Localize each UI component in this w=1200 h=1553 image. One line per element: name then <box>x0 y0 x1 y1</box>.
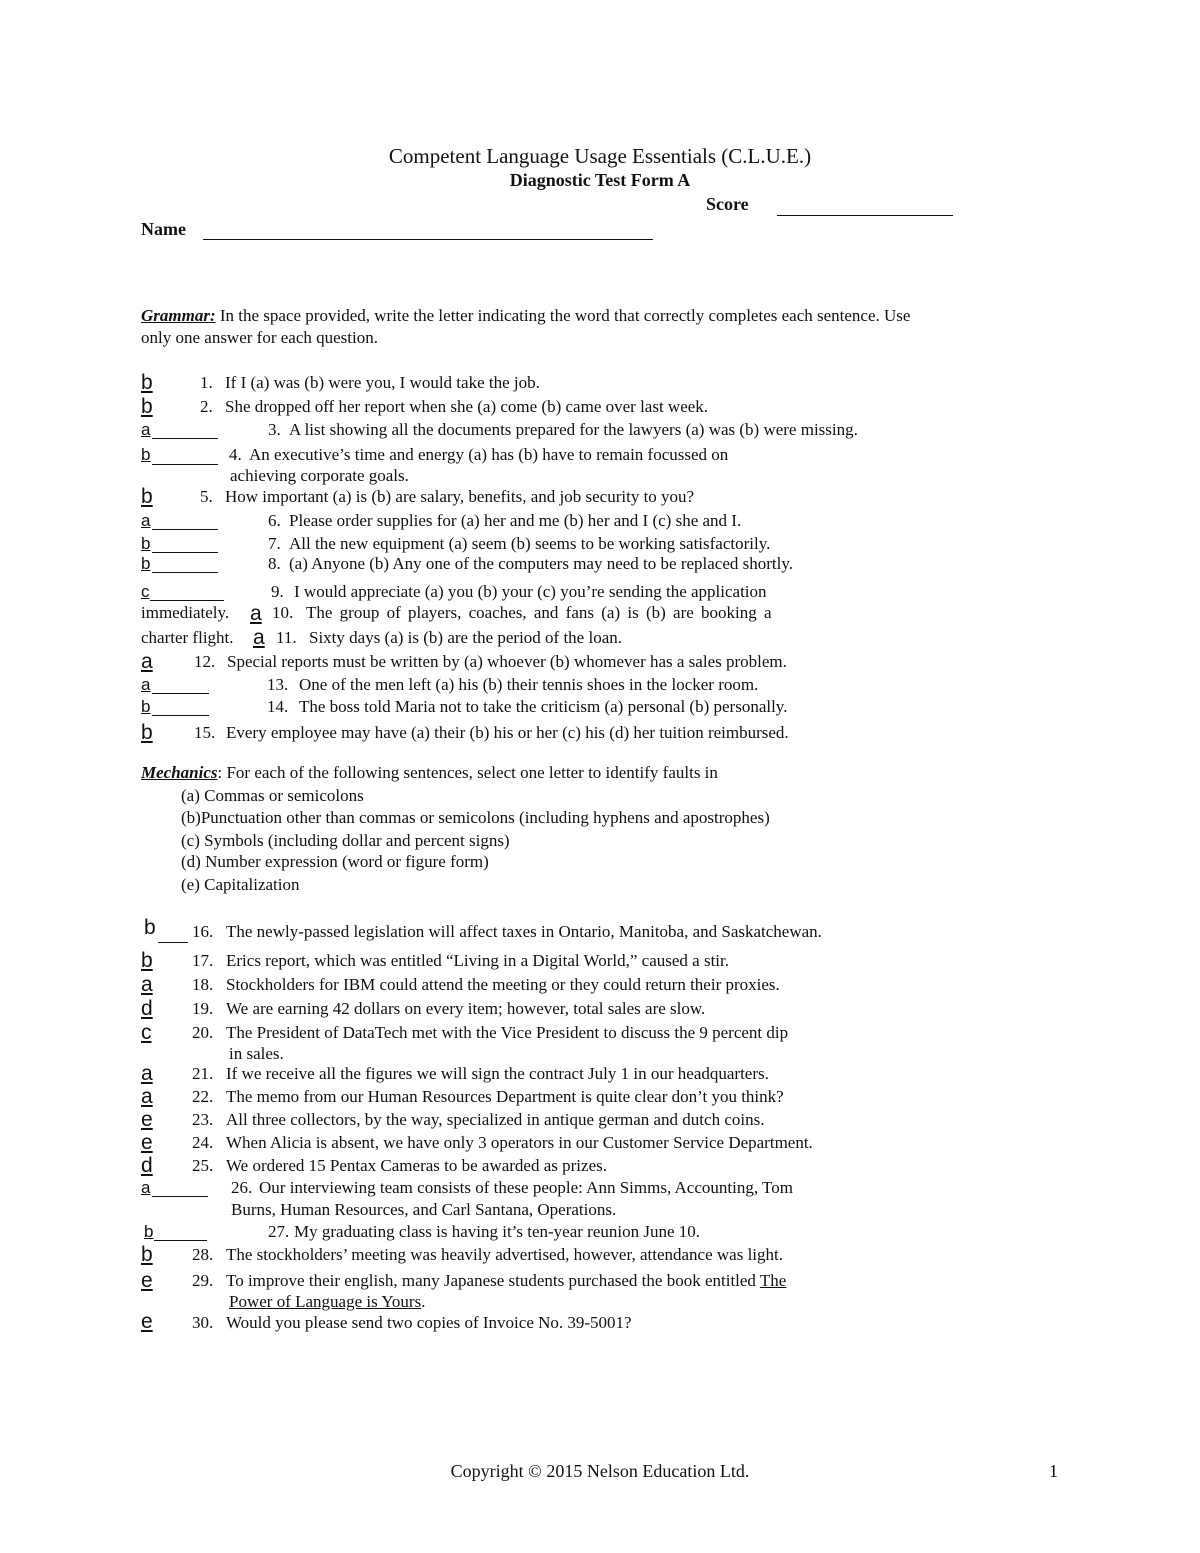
question-8 <box>0 554 1200 576</box>
question-text: A list showing all the documents prepared for the lawyers (a) was (b) were missing. <box>289 420 858 439</box>
question-9 <box>0 582 1200 604</box>
grammar-instructions-text: In the space provided, write the letter indicating the word that correctly completes each sentence. Use <box>219 306 911 325</box>
question-5 <box>0 485 1200 509</box>
question-number: 24. <box>192 1133 214 1152</box>
answer-1[interactable]: b <box>141 371 153 394</box>
answer-16[interactable]: b <box>144 916 156 939</box>
question-text: The President of DataTech met with the Vice President to discuss the 9 percent dip <box>226 1023 789 1042</box>
mechanics-heading: Mechanics <box>141 763 218 782</box>
answer-23[interactable]: e <box>141 1108 153 1131</box>
score-label: Score <box>706 194 749 214</box>
mechanics-option-a: (a) Commas or semicolons <box>181 786 364 805</box>
question-text: The boss told Maria not to take the criticism (a) personal (b) personally. <box>299 697 788 716</box>
book-title-part-1: The <box>759 1271 787 1290</box>
question-text: My graduating class is having it’s ten-year reunion June 10. <box>294 1222 701 1241</box>
question-number: 22. <box>192 1087 214 1106</box>
copyright-footer: Copyright © 2015 Nelson Education Ltd. <box>450 1461 750 1481</box>
question-text: We ordered 15 Pentax Cameras to be awarded as prizes. <box>226 1156 607 1175</box>
answer-9[interactable]: c <box>141 582 150 601</box>
question-text: If we receive all the figures we will sign the contract July 1 in our headquarters. <box>226 1064 769 1083</box>
question-number: 17. <box>192 951 214 970</box>
answer-blank <box>152 464 218 465</box>
question-text: The newly-passed legislation will affect taxes in Ontario, Manitoba, and Saskatchewan. <box>226 922 822 941</box>
answer-blank <box>158 942 188 943</box>
question-text: If I (a) was (b) were you, I would take the job. <box>225 373 540 392</box>
page-number: 1 <box>1049 1461 1058 1481</box>
question-number: 30. <box>192 1313 214 1332</box>
answer-blank <box>150 600 224 601</box>
question-number: 16. <box>192 922 214 941</box>
answer-blank <box>154 1240 207 1241</box>
answer-4[interactable]: b <box>141 445 151 464</box>
answer-6[interactable]: a <box>141 511 151 530</box>
question-number: 8. <box>268 554 281 573</box>
question-13 <box>0 675 1200 697</box>
question-number: 13. <box>267 675 289 694</box>
question-number: 20. <box>192 1023 214 1042</box>
answer-7[interactable]: b <box>141 534 151 553</box>
question-16 <box>0 916 1200 944</box>
answer-blank <box>152 552 218 553</box>
question-24 <box>0 1131 1200 1155</box>
question-text: Erics report, which was entitled “Living in a Digital World,” caused a stir. <box>226 951 729 970</box>
question-text-continued: Burns, Human Resources, and Carl Santana, Operations. <box>231 1200 617 1219</box>
question-text-main: To improve their english, many Japanese students purchased the book entitled <box>226 1271 756 1290</box>
question-number: 23. <box>192 1110 214 1129</box>
question-29 <box>0 1269 1200 1313</box>
question-text: Special reports must be written by (a) whoever (b) whomever has a sales problem. <box>227 652 787 671</box>
question-7 <box>0 534 1200 556</box>
answer-11[interactable]: a <box>253 626 265 649</box>
answer-12[interactable]: a <box>141 650 153 673</box>
question-26 <box>0 1178 1200 1222</box>
grammar-heading: Grammar: <box>141 306 216 325</box>
question-number: 7. <box>268 534 281 553</box>
question-6 <box>0 511 1200 533</box>
question-2 <box>0 395 1200 419</box>
answer-27[interactable]: b <box>144 1222 154 1241</box>
question-text: All three collectors, by the way, specialized in antique german and dutch coins. <box>226 1110 765 1129</box>
question-10 <box>0 602 1200 626</box>
question-text: Every employee may have (a) their (b) his or her (c) his (d) her tuition reimbursed. <box>226 723 789 742</box>
question-11 <box>0 626 1200 650</box>
answer-blank <box>152 1196 208 1197</box>
question-23 <box>0 1108 1200 1132</box>
mechanics-option-c: (c) Symbols (including dollar and percent signs) <box>181 831 510 850</box>
question-17 <box>0 949 1200 973</box>
question-text-continued: in sales. <box>229 1044 284 1063</box>
question-text: Stockholders for IBM could attend the meeting or they could return their proxies. <box>226 975 780 994</box>
question-19 <box>0 997 1200 1021</box>
question-number: 1. <box>200 373 213 392</box>
question-text: An executive’s time and energy (a) has (b) have to remain focussed on <box>249 445 729 464</box>
question-text: The group of players, coaches, and fans (a) is (b) are booking a <box>306 603 772 622</box>
answer-22[interactable]: a <box>141 1085 153 1108</box>
question-text-continued <box>229 1292 425 1312</box>
question-number: 21. <box>192 1064 214 1083</box>
question-14 <box>0 697 1200 719</box>
document-subtitle: Diagnostic Test Form A <box>509 170 691 190</box>
question-22 <box>0 1085 1200 1109</box>
answer-blank <box>152 572 218 573</box>
question-number: 5. <box>200 487 213 506</box>
question-number: 26. <box>231 1178 253 1197</box>
answer-3[interactable]: a <box>141 420 151 439</box>
mechanics-option-b: (b)Punctuation other than commas or semicolons (including hyphens and apostrophes) <box>181 808 770 827</box>
mechanics-instructions-text: : For each of the following sentences, select one letter to identify faults in <box>217 763 718 782</box>
question-number: 27. <box>268 1222 290 1241</box>
question-number: 3. <box>268 420 281 439</box>
question-number: 25. <box>192 1156 214 1175</box>
question-number: 15. <box>194 723 216 742</box>
question-text: When Alicia is absent, we have only 3 operators in our Customer Service Department. <box>226 1133 813 1152</box>
question-text: (a) Anyone (b) Any one of the computers may need to be replaced shortly. <box>289 554 794 573</box>
question-text: How important (a) is (b) are salary, benefits, and job security to you? <box>225 487 695 506</box>
mechanics-instructions <box>141 763 718 783</box>
answer-blank <box>152 693 209 694</box>
question-text: Please order supplies for (a) her and me (b) her and I (c) she and I. <box>289 511 742 530</box>
grammar-instructions-line-2: only one answer for each question. <box>141 328 378 347</box>
question-text-continued: achieving corporate goals. <box>230 466 409 485</box>
name-label: Name <box>141 219 186 239</box>
question-21 <box>0 1062 1200 1086</box>
question-9-continued: immediately. <box>141 603 230 622</box>
question-text: She dropped off her report when she (a) come (b) came over last week. <box>225 397 709 416</box>
question-number: 2. <box>200 397 213 416</box>
answer-5[interactable]: b <box>141 485 153 508</box>
score-blank[interactable] <box>777 215 953 216</box>
question-number: 28. <box>192 1245 214 1264</box>
question-15 <box>0 721 1200 745</box>
question-30 <box>0 1310 1200 1334</box>
question-text: The stockholders’ meeting was heavily advertised, however, attendance was light. <box>226 1245 783 1264</box>
answer-15[interactable]: b <box>141 721 153 744</box>
question-number: 18. <box>192 975 214 994</box>
answer-24[interactable]: e <box>141 1131 153 1154</box>
question-number: 9. <box>271 582 284 601</box>
question-text: I would appreciate (a) you (b) your (c) you’re sending the application <box>294 582 767 601</box>
question-1 <box>0 371 1200 395</box>
answer-14[interactable]: b <box>141 697 151 716</box>
book-title-part-2: Power of Language is Yours <box>229 1292 422 1311</box>
answer-17[interactable]: b <box>141 949 153 972</box>
answer-blank <box>152 529 218 530</box>
grammar-instructions-line-1 <box>141 306 910 326</box>
answer-30[interactable]: e <box>141 1310 153 1333</box>
answer-19[interactable]: d <box>141 997 153 1020</box>
question-text: Sixty days (a) is (b) are the period of the loan. <box>309 628 622 647</box>
question-10-continued: charter flight. <box>141 628 234 647</box>
question-number: 14. <box>267 697 289 716</box>
answer-10[interactable]: a <box>250 602 262 625</box>
name-blank[interactable] <box>203 239 653 240</box>
answer-29[interactable]: e <box>141 1269 153 1292</box>
mechanics-option-d: (d) Number expression (word or figure form) <box>181 852 489 871</box>
question-text: Our interviewing team consists of these people: Ann Simms, Accounting, Tom <box>259 1178 793 1197</box>
question-number: 29. <box>192 1271 214 1290</box>
question-text: Would you please send two copies of Invoice No. 39-5001? <box>226 1313 632 1332</box>
question-18 <box>0 973 1200 997</box>
question-27 <box>0 1222 1200 1244</box>
question-text: The memo from our Human Resources Department is quite clear don’t you think? <box>226 1087 784 1106</box>
question-12 <box>0 650 1200 674</box>
question-number: 10. <box>272 603 294 622</box>
answer-26[interactable]: a <box>141 1178 151 1197</box>
question-text: One of the men left (a) his (b) their tennis shoes in the locker room. <box>299 675 759 694</box>
question-number: 19. <box>192 999 214 1018</box>
question-text: We are earning 42 dollars on every item; however, total sales are slow. <box>226 999 706 1018</box>
document-title: Competent Language Usage Essentials (C.L.U.E.) <box>388 144 812 168</box>
question-25 <box>0 1154 1200 1178</box>
question-text: All the new equipment (a) seem (b) seems to be working satisfactorily. <box>289 534 771 553</box>
question-number: 12. <box>194 652 216 671</box>
question-28 <box>0 1243 1200 1267</box>
question-text <box>226 1271 786 1291</box>
answer-21[interactable]: a <box>141 1062 153 1085</box>
answer-25[interactable]: d <box>141 1154 153 1177</box>
answer-8[interactable]: b <box>141 554 151 573</box>
question-3 <box>0 420 1200 442</box>
answer-28[interactable]: b <box>141 1243 153 1266</box>
answer-13[interactable]: a <box>141 675 151 694</box>
answer-blank <box>152 715 209 716</box>
answer-2[interactable]: b <box>141 395 153 418</box>
question-number: 6. <box>268 511 281 530</box>
mechanics-option-e: (e) Capitalization <box>181 875 300 894</box>
question-20 <box>0 1021 1200 1065</box>
answer-18[interactable]: a <box>141 973 153 996</box>
question-4 <box>0 445 1200 489</box>
answer-blank <box>152 438 218 439</box>
question-number: 11. <box>276 628 297 647</box>
answer-20[interactable]: c <box>141 1021 152 1044</box>
question-text-tail: . <box>421 1292 426 1311</box>
question-number: 4. <box>229 445 242 464</box>
